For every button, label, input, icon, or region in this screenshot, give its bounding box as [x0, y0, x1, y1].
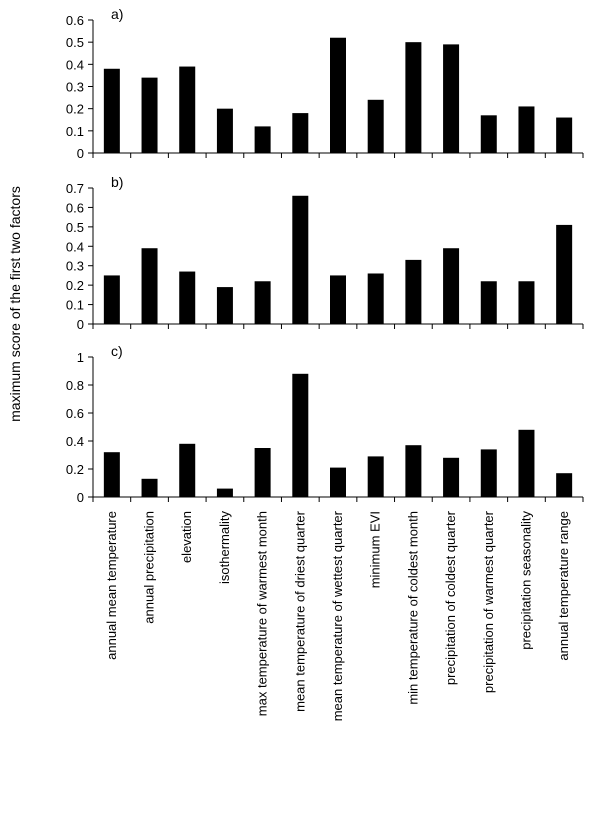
- y-tick-label: 1: [76, 350, 84, 365]
- y-tick-label: 0.8: [65, 378, 84, 393]
- bar: [481, 281, 497, 324]
- bar: [330, 38, 346, 153]
- category-label: annual precipitation: [141, 511, 157, 624]
- bar: [556, 225, 572, 324]
- y-axis-label: maximum score of the first two factors: [7, 186, 23, 422]
- bar: [104, 69, 120, 153]
- category-label: mean temperature of driest quarter: [292, 511, 308, 712]
- bar: [443, 458, 459, 497]
- bar: [405, 445, 421, 497]
- y-tick-label: 0.3: [65, 79, 84, 95]
- chart-panels: [66, 6, 583, 505]
- bar: [368, 456, 384, 497]
- bar: [142, 479, 158, 497]
- y-tick-label: 0.4: [65, 239, 84, 255]
- bar: [179, 67, 195, 153]
- category-label: elevation: [179, 511, 195, 564]
- panel-1: [66, 6, 583, 161]
- bar: [217, 489, 233, 497]
- y-tick-label: 0.2: [65, 462, 84, 477]
- bar: [556, 118, 572, 153]
- panel-label: b): [111, 174, 124, 190]
- y-tick-label: 0.2: [65, 278, 84, 294]
- bar: [481, 115, 497, 153]
- y-tick-label: 0: [76, 317, 84, 332]
- y-tick-label: 0: [76, 146, 84, 161]
- y-tick-label: 0.5: [65, 35, 84, 51]
- panel-label: c): [111, 343, 123, 359]
- y-tick-label: 0: [76, 490, 84, 505]
- panel-2: [66, 174, 583, 332]
- y-tick-label: 0.1: [65, 123, 84, 139]
- bar: [255, 126, 271, 153]
- bar: [405, 260, 421, 324]
- bar: [292, 374, 308, 497]
- category-label: precipitation seasonality: [518, 511, 534, 650]
- bar: [518, 281, 534, 324]
- bar: [518, 430, 534, 497]
- bar: [330, 275, 346, 324]
- bar: [292, 196, 308, 324]
- bar: [518, 106, 534, 153]
- category-label: annual temperature range: [556, 511, 572, 661]
- category-label: minimum EVI: [367, 511, 383, 589]
- bar: [179, 272, 195, 324]
- category-label: isothermality: [216, 511, 232, 584]
- bar: [368, 100, 384, 153]
- bar: [217, 287, 233, 324]
- bar: [443, 248, 459, 324]
- y-tick-label: 0.7: [65, 181, 84, 196]
- bar: [104, 275, 120, 324]
- y-tick-label: 0.3: [65, 258, 84, 274]
- bar: [255, 281, 271, 324]
- category-label: annual mean temperature: [103, 511, 119, 660]
- category-label: max temperature of warmest month: [254, 511, 270, 717]
- bar: [405, 42, 421, 153]
- bar: [179, 444, 195, 497]
- panel-3: [66, 343, 583, 505]
- bar: [142, 248, 158, 324]
- bar: [217, 109, 233, 153]
- y-tick-label: 0.6: [65, 200, 84, 216]
- y-tick-label: 0.1: [65, 297, 84, 313]
- category-label: min temperature of coldest month: [405, 511, 421, 705]
- category-label: precipitation of coldest quarter: [443, 511, 459, 686]
- y-tick-label: 0.6: [65, 406, 84, 421]
- y-tick-label: 0.6: [65, 13, 84, 28]
- y-tick-label: 0.4: [65, 434, 84, 449]
- bar: [481, 449, 497, 497]
- bar: [104, 452, 120, 497]
- bar: [368, 273, 384, 324]
- y-tick-label: 0.4: [65, 57, 84, 73]
- y-tick-label: 0.5: [65, 219, 84, 235]
- bar: [330, 468, 346, 497]
- bar: [443, 44, 459, 153]
- bar: [556, 473, 572, 497]
- category-label: precipitation of warmest quarter: [480, 511, 496, 694]
- bar: [255, 448, 271, 497]
- y-tick-label: 0.2: [65, 101, 84, 117]
- bar: [142, 78, 158, 153]
- category-label: mean temperature of wettest quarter: [330, 511, 345, 722]
- panel-label: a): [111, 6, 124, 22]
- category-labels: [104, 510, 571, 721]
- bar: [292, 113, 308, 153]
